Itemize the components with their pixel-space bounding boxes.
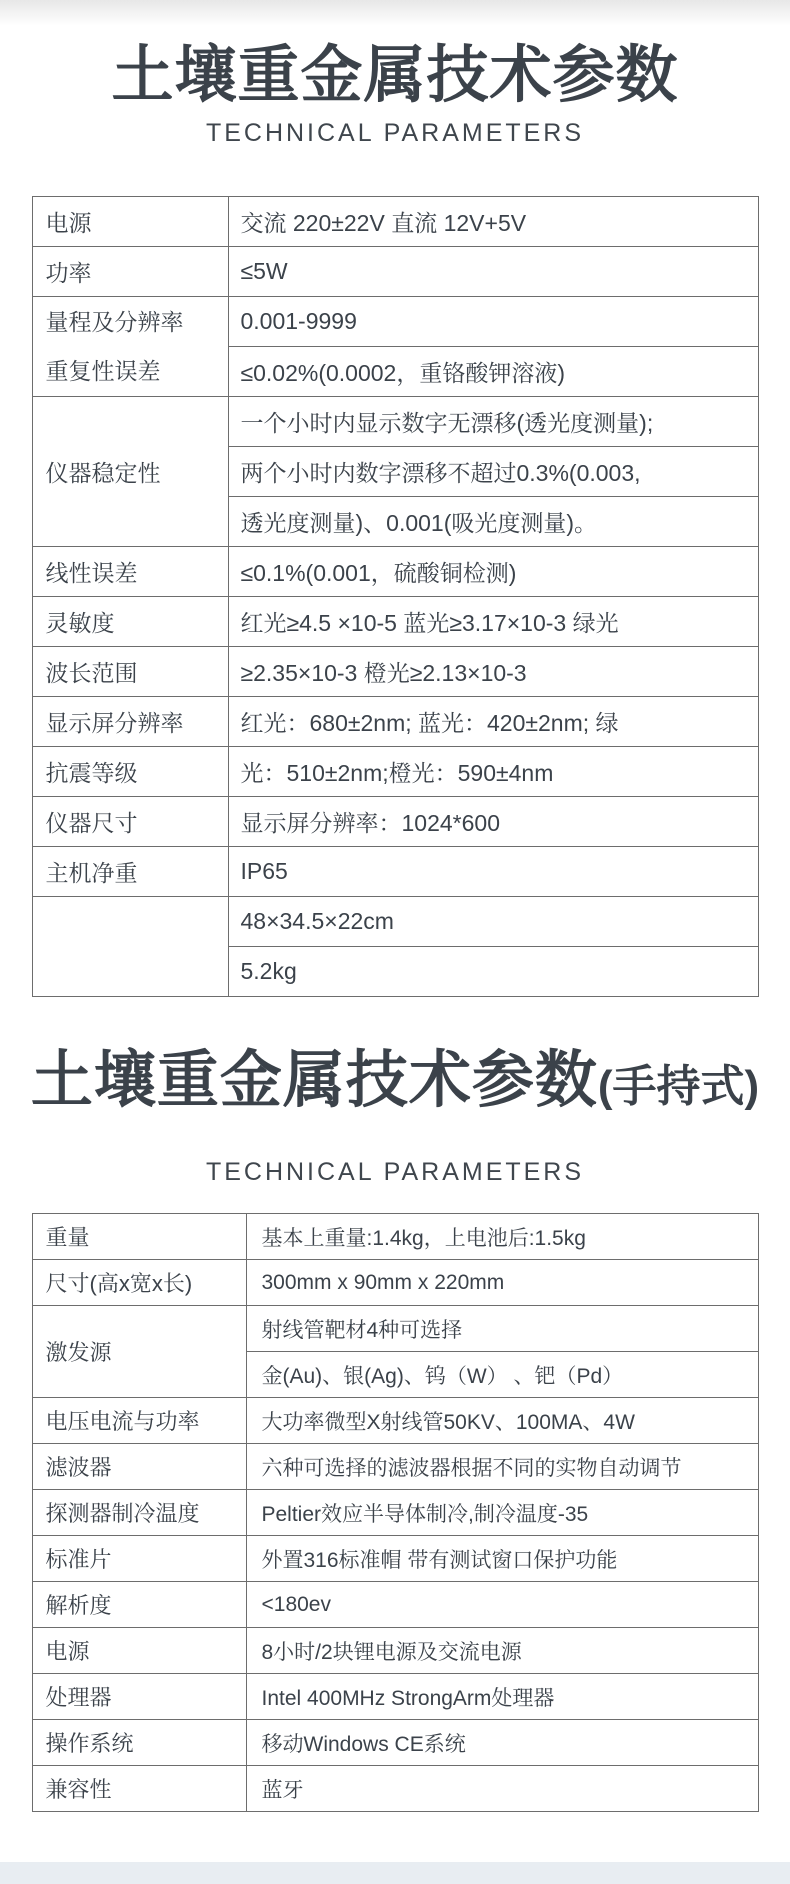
page-title-desktop (0, 42, 790, 110)
page-title-handheld (0, 1047, 790, 1121)
spec-label-cell: 电压电流与功率 (32, 1398, 246, 1444)
table-row (32, 1260, 758, 1306)
spec-value-cell: 蓝牙 (246, 1766, 758, 1812)
table-row (32, 1536, 758, 1582)
table-row (32, 1398, 758, 1444)
spec-value-cell: 大功率微型X射线管50KV、100MA、4W (246, 1398, 758, 1444)
spec-label-cell: 重量 (32, 1214, 246, 1260)
spec-label-line: 量程及分辨率 (45, 308, 184, 335)
table-row (32, 1214, 758, 1260)
spec-value-cell: 5.2kg (228, 947, 758, 997)
top-gradient-band (0, 0, 790, 26)
spec-value-cell: 交流 220±22V 直流 12V+5V (228, 197, 758, 247)
spec-value-cell: 射线管靶材4种可选择 (246, 1306, 758, 1352)
table-row (32, 1490, 758, 1536)
spec-label-cell: 探测器制冷温度 (32, 1490, 246, 1536)
spec-label-cell: 灵敏度 (32, 597, 228, 647)
spec-value-cell: Intel 400MHz StrongArm处理器 (246, 1674, 758, 1720)
spec-label-line: 重复性误差 (45, 357, 161, 384)
spec-value-cell: 外置316标准帽 带有测试窗口保护功能 (246, 1536, 758, 1582)
spec-table (32, 1213, 759, 1812)
spec-label-cell: 抗震等级 (32, 747, 228, 797)
spec-value-cell: 8小时/2块锂电源及交流电源 (246, 1628, 758, 1674)
table-row (32, 397, 758, 447)
spec-value-cell: 基本上重量:1.4kg，上电池后:1.5kg (246, 1214, 758, 1260)
table-row (32, 1628, 758, 1674)
spec-value-cell: <180ev (246, 1582, 758, 1628)
page-title-text: 土壤重金属技术参数 (111, 41, 679, 110)
spec-label-cell: 波长范围 (32, 647, 228, 697)
spec-value-cell: ≤0.02%(0.0002，重铬酸钾溶液) (228, 347, 758, 397)
spec-value-cell: 显示屏分辨率：1024*600 (228, 797, 758, 847)
bottom-band (0, 1862, 790, 1884)
table-row (32, 547, 758, 597)
spec-label-cell: 激发源 (32, 1306, 246, 1398)
spec-label-cell: 操作系统 (32, 1720, 246, 1766)
page-title-text: 土壤重金属技术参数 (30, 1046, 598, 1115)
spec-value-cell: 两个小时内数字漂移不超过0.3%(0.003, (228, 447, 758, 497)
spec-value-cell: 光：510±2nm;橙光：590±4nm (228, 747, 758, 797)
spec-label-cell: 仪器尺寸 (32, 797, 228, 847)
spec-label-cell: 电源 (32, 197, 228, 247)
spec-label-cell: 仪器稳定性 (32, 397, 228, 547)
spec-label-cell: 主机净重 (32, 847, 228, 897)
spec-label-cell: 标准片 (32, 1536, 246, 1582)
spec-label-cell: 解析度 (32, 1582, 246, 1628)
table-row (32, 647, 758, 697)
page-subtitle-desktop: TECHNICAL PARAMETERS (205, 119, 585, 147)
spec-value-cell: ≤5W (228, 247, 758, 297)
table-row (32, 1582, 758, 1628)
spec-value-cell: 0.001-9999 (228, 297, 758, 347)
spec-value-cell: 六种可选择的滤波器根据不同的实物自动调节 (246, 1444, 758, 1490)
spec-value-cell: 金(Au)、银(Ag)、钨（W） 、钯（Pd） (246, 1352, 758, 1398)
spec-label-cell: 处理器 (32, 1674, 246, 1720)
spec-value-cell: 透光度测量)、0.001(吸光度测量)。 (228, 497, 758, 547)
spec-label-cell (32, 897, 228, 997)
spec-value-cell: 一个小时内显示数字无漂移(透光度测量); (228, 397, 758, 447)
spec-label-cell: 线性误差 (32, 547, 228, 597)
spec-label-cell: 滤波器 (32, 1444, 246, 1490)
spec-value-cell: 300mm x 90mm x 220mm (246, 1260, 758, 1306)
table-row (32, 847, 758, 897)
table-row (32, 797, 758, 847)
spec-label-cell: 兼容性 (32, 1766, 246, 1812)
table-row (32, 197, 758, 247)
spec-value-cell: ≤0.1%(0.001，硫酸铜检测) (228, 547, 758, 597)
table-row (32, 1766, 758, 1812)
table-row (32, 247, 758, 297)
table-row (32, 297, 758, 347)
spec-value-cell: ≥2.35×10-3 橙光≥2.13×10-3 (228, 647, 758, 697)
spec-table-desktop (0, 196, 790, 997)
spec-label-cell: 显示屏分辨率 (32, 697, 228, 747)
table-row (32, 747, 758, 797)
spec-value-cell: Peltier效应半导体制冷,制冷温度-35 (246, 1490, 758, 1536)
spec-value-cell: 红光：680±2nm; 蓝光：420±2nm; 绿 (228, 697, 758, 747)
spec-value-cell: 移动Windows CE系统 (246, 1720, 758, 1766)
table-row (32, 1674, 758, 1720)
page-subtitle-handheld: TECHNICAL PARAMETERS (205, 1158, 585, 1186)
spec-label-cell: 功率 (32, 247, 228, 297)
table-row (32, 1444, 758, 1490)
table-row (32, 1306, 758, 1352)
spec-table-handheld (0, 1213, 790, 1812)
spec-label-cell: 尺寸(高x宽x长) (32, 1260, 246, 1306)
table-row (32, 1720, 758, 1766)
spec-value-cell: 红光≥4.5 ×10-5 蓝光≥3.17×10-3 绿光 (228, 597, 758, 647)
table-row (32, 897, 758, 947)
spec-value-cell: IP65 (228, 847, 758, 897)
spec-value-cell: 48×34.5×22cm (228, 897, 758, 947)
spec-label-cell: 电源 (32, 1628, 246, 1674)
table-row (32, 597, 758, 647)
page-title-suffix: (手持式) (597, 1062, 760, 1111)
spec-table (32, 196, 759, 997)
spec-label-cell (32, 297, 228, 397)
table-row (32, 697, 758, 747)
